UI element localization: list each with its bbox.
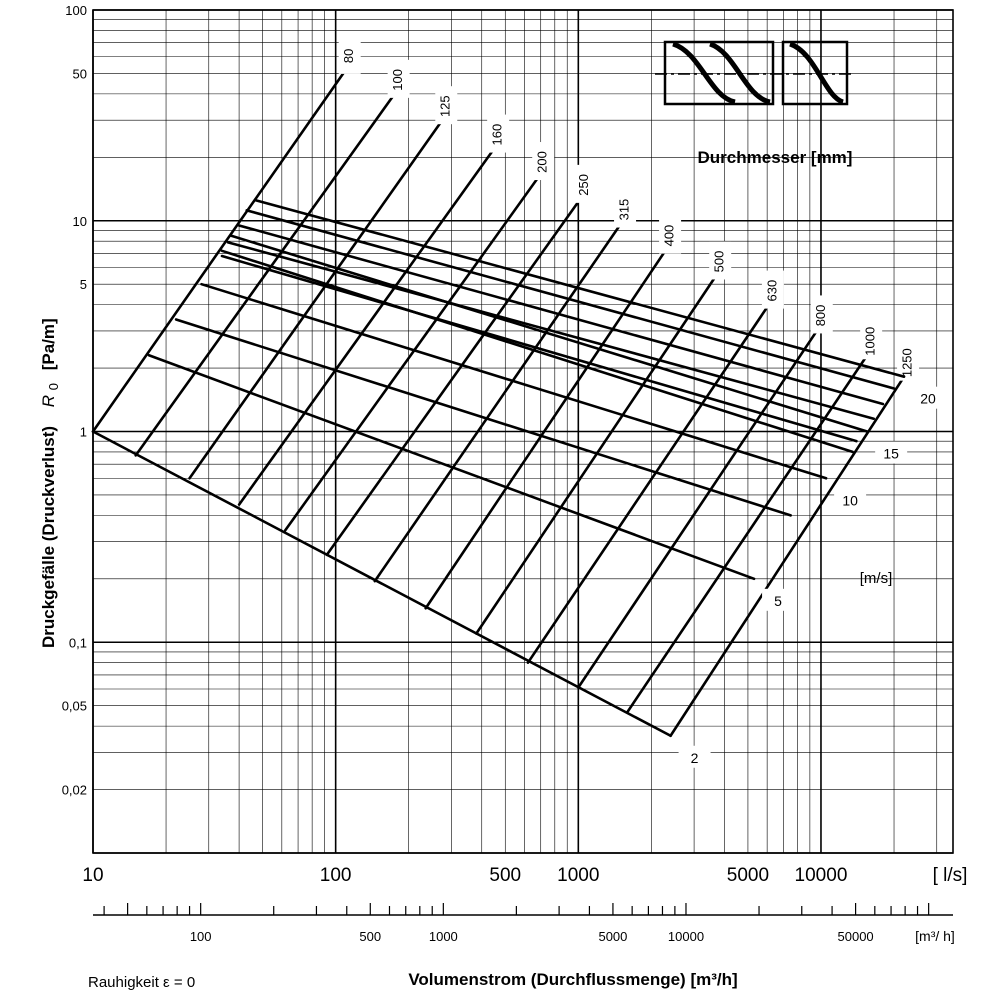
duct-spiral-icon (655, 42, 855, 104)
secondary-x-axis (93, 903, 953, 944)
y-axis-subscript: 0 (46, 382, 61, 391)
y-axis-title (39, 318, 62, 648)
y-tick-label: 5 (79, 277, 87, 293)
x2-unit-label: [m³/ h] (915, 928, 955, 944)
diameter-label: 400 (661, 224, 677, 247)
y-tick-label: 0,05 (61, 698, 87, 714)
velocity-lines (93, 200, 944, 767)
velocity-label: 20 (920, 390, 936, 407)
y-axis-symbol: R (39, 394, 58, 408)
x2-tick-label: 100 (189, 929, 212, 944)
velocity-line (222, 256, 856, 441)
diameter-line-800 (578, 329, 817, 687)
diameter-label: 1250 (899, 348, 915, 378)
diameter-label: 100 (390, 69, 406, 91)
y-tick-label: 100 (65, 3, 87, 18)
y-tick-label: 10 (72, 213, 87, 229)
diameter-line-125 (190, 120, 443, 478)
roughness-label: Rauhigkeit ε = 0 (88, 974, 196, 991)
diameter-label: 125 (437, 95, 453, 118)
y-axis-title-main: Druckgefälle (Druckverlust) (39, 425, 58, 648)
x-tick-label: 10 (82, 865, 104, 886)
x-tick-label: 1000 (557, 865, 600, 886)
x2-tick-label: 5000 (598, 929, 628, 944)
x2-tick-label: 50000 (837, 929, 874, 944)
y-tick-label: 0,02 (61, 782, 87, 798)
diameter-line-200 (285, 176, 539, 530)
diameter-label: 800 (813, 304, 829, 327)
x-tick-label: 100 (319, 865, 352, 886)
diameter-label: 500 (711, 250, 727, 273)
y-tick-label: 0,1 (68, 635, 87, 651)
diameter-label: 80 (341, 48, 357, 64)
x-unit-label: [ l/s] (932, 865, 968, 886)
y-axis-unit: [Pa/m] (39, 318, 58, 371)
velocity-label: 15 (883, 445, 899, 462)
y-tick-label: 1 (79, 424, 87, 440)
x2-tick-label: 500 (359, 929, 382, 944)
diameter-line-80 (93, 70, 346, 432)
velocity-label: 2 (690, 749, 699, 766)
velocity-line (231, 236, 867, 432)
diameter-title: Durchmesser [mm] (697, 148, 853, 167)
velocity-unit-label: [m/s] (859, 570, 893, 587)
diameter-label: 160 (489, 123, 505, 146)
y-tick-label: 50 (72, 66, 87, 82)
diameter-label: 1000 (862, 326, 878, 356)
axis-labels (51, 1, 847, 886)
diameter-label: 315 (616, 198, 632, 221)
velocity-label: 10 (842, 492, 858, 509)
x-axis-title: Volumenstrom (Durchflussmenge) [m³/h] (408, 970, 738, 989)
x2-tick-label: 1000 (428, 929, 458, 944)
x-tick-label: 10000 (794, 865, 848, 886)
x-tick-label: 5000 (726, 865, 770, 886)
x-tick-label: 500 (489, 865, 522, 886)
diameter-label: 630 (764, 279, 780, 302)
diameter-label: 200 (534, 151, 550, 173)
diameter-lines (93, 36, 919, 736)
svg-text:Druckgefälle (Druckverlust) (39, 318, 62, 648)
velocity-label: 5 (774, 592, 782, 609)
diameter-label: 250 (575, 174, 591, 196)
velocity-line (176, 319, 791, 515)
x2-tick-label: 10000 (667, 929, 705, 944)
velocity-line (256, 200, 904, 376)
